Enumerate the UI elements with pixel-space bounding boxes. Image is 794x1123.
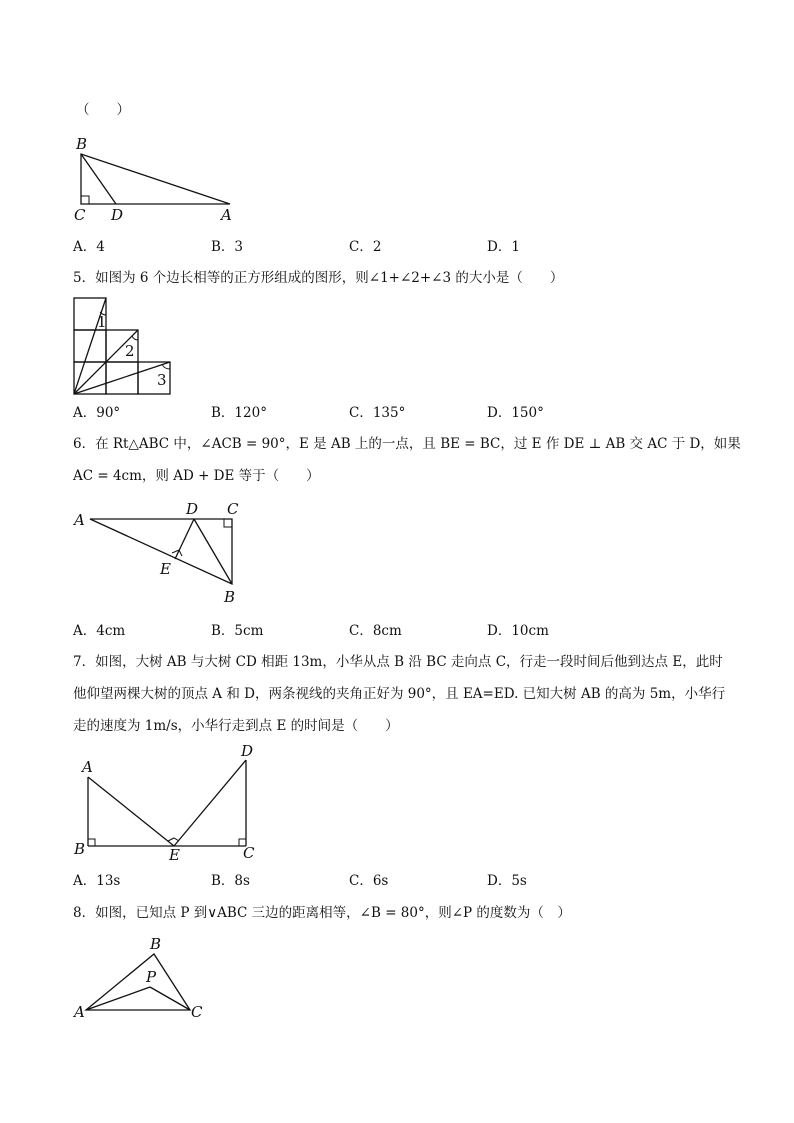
q6-right-angle-c [224, 519, 232, 527]
q4-option-a[interactable]: A．4 [73, 239, 105, 255]
q7-label-a: A [82, 758, 93, 776]
q4-triangle [81, 154, 230, 204]
q7-option-c[interactable]: C．6s [349, 873, 389, 889]
q4-label-c: C [74, 206, 86, 224]
q6-option-d[interactable]: D．10cm [487, 623, 549, 639]
q7-sightline-ed [174, 760, 246, 846]
q5-label-2: 2 [125, 342, 135, 360]
q7-figure [70, 742, 270, 864]
q7-right-angle-b [88, 839, 95, 846]
q6-label-c: C [227, 500, 239, 518]
q6-option-b[interactable]: B．5cm [211, 623, 264, 639]
q5-option-b[interactable]: B．120° [211, 405, 267, 421]
q7-stem-line-2: 他仰望两棵大树的顶点 A 和 D，两条视线的夹角正好为 90°，且 EA=ED. 已知大树 AB 的高为 5m，小华行 [73, 686, 726, 702]
q5-option-d[interactable]: D．150° [487, 405, 544, 421]
q6-segment-de [175, 519, 194, 559]
q7-option-d[interactable]: D．5s [487, 873, 527, 889]
q7-stem-line-1: 7．如图，大树 AB 与大树 CD 相距 13m，小华从点 B 沿 BC 走向点 C，行走一段时间后他到达点 E，此时 [73, 654, 723, 670]
q5-option-c[interactable]: C．135° [349, 405, 406, 421]
q6-stem-line-2: AC = 4cm，则 AD + DE 等于（ ） [73, 468, 320, 484]
q4-label-a: A [221, 206, 232, 224]
q8-figure [70, 934, 220, 1020]
q6-label-b: B [224, 588, 236, 606]
q5-label-3: 3 [157, 371, 167, 389]
q4-right-angle-mark [81, 196, 89, 204]
q6-figure [70, 498, 250, 610]
q7-label-d: D [241, 742, 254, 760]
q8-label-c: C [191, 1003, 203, 1021]
q8-label-a: A [74, 1003, 85, 1021]
q7-stem-line-3: 走的速度为 1m/s，小华行走到点 E 的时间是（ ） [73, 718, 399, 734]
q5-figure [70, 294, 180, 398]
q5-stem: 5．如图为 6 个边长相等的正方形组成的图形，则∠1+∠2+∠3 的大小是（ ） [73, 270, 564, 286]
q7-right-angle-e [168, 838, 179, 841]
q4-option-b[interactable]: B．3 [211, 239, 244, 255]
q6-option-a[interactable]: A．4cm [73, 623, 126, 639]
q4-answer-paren: （ ） [76, 102, 130, 118]
q6-label-e: E [160, 560, 171, 578]
q6-option-c[interactable]: C．8cm [349, 623, 402, 639]
q4-figure [70, 132, 250, 224]
q5-angle-arc-2 [132, 336, 138, 340]
q8-stem: 8．如图，已知点 P 到∨ABC 三边的距离相等，∠B = 80°，则∠P 的度数为（ ） [73, 905, 571, 921]
q7-label-c: C [243, 844, 255, 862]
q7-sightline-ea [88, 777, 174, 846]
q7-option-a[interactable]: A．13s [73, 873, 121, 889]
q6-label-a: A [74, 511, 85, 529]
q4-option-d[interactable]: D．1 [487, 239, 520, 255]
q5-option-a[interactable]: A．90° [73, 405, 121, 421]
q5-diagonal-3 [74, 362, 170, 394]
q7-label-e: E [169, 846, 180, 864]
q6-stem-line-1: 6．在 Rt△ABC 中，∠ACB = 90°，E 是 AB 上的一点，且 BE = BC，过 E 作 DE ⊥ AB 交 AC 于 D，如果 [73, 436, 741, 452]
q4-label-d: D [111, 206, 124, 224]
q4-label-b: B [76, 135, 88, 153]
q4-option-c[interactable]: C．2 [349, 239, 382, 255]
q5-label-1: 1 [97, 313, 107, 331]
q7-option-b[interactable]: B．8s [211, 873, 250, 889]
q8-label-p: P [146, 968, 157, 986]
q6-label-d: D [186, 500, 199, 518]
q7-label-b: B [74, 840, 86, 858]
q8-label-b: B [150, 935, 162, 953]
q8-segment-pc [150, 987, 190, 1010]
q6-segment-db [194, 519, 232, 584]
q8-segment-ap [86, 987, 150, 1010]
